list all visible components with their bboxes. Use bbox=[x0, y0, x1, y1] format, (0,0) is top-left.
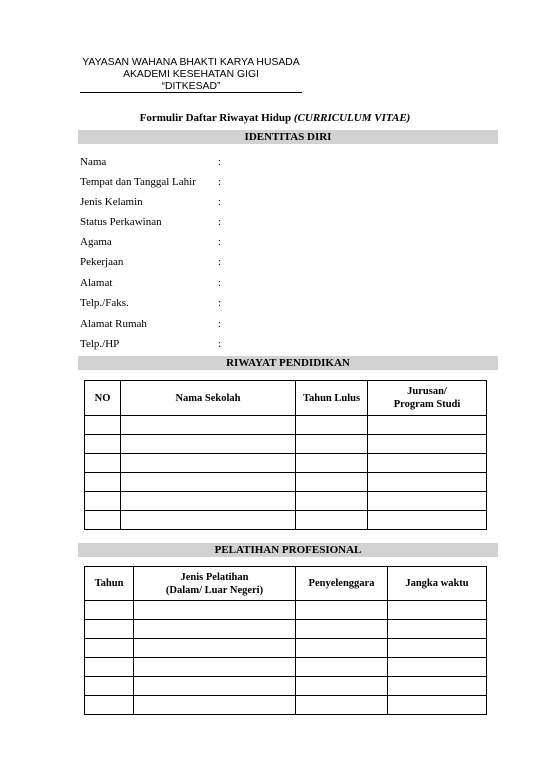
table-header-row bbox=[85, 567, 487, 601]
field-label-alamat: Alamat bbox=[80, 277, 113, 289]
table-cell[interactable] bbox=[85, 639, 134, 658]
table-cell[interactable] bbox=[368, 511, 487, 530]
table-cell[interactable] bbox=[85, 473, 121, 492]
table-cell[interactable] bbox=[121, 435, 296, 454]
table-cell[interactable] bbox=[368, 492, 487, 511]
field-colon: : bbox=[218, 297, 222, 309]
table-cell[interactable] bbox=[85, 435, 121, 454]
table-cell[interactable] bbox=[388, 620, 487, 639]
section-identitas-diri: IDENTITAS DIRI bbox=[78, 130, 498, 144]
column-header-jenis-pelatihan-line1: Jenis Pelatihan bbox=[180, 571, 249, 583]
column-header-tahun-lulus: Tahun Lulus bbox=[296, 381, 368, 416]
table-cell[interactable] bbox=[85, 696, 134, 715]
field-colon: : bbox=[218, 196, 222, 208]
table-cell[interactable] bbox=[85, 416, 121, 435]
table-cell[interactable] bbox=[85, 677, 134, 696]
table-cell[interactable] bbox=[296, 677, 388, 696]
field-colon: : bbox=[218, 277, 222, 289]
column-header-jurusan-line2: Program Studi bbox=[393, 399, 461, 410]
table-row bbox=[85, 620, 487, 639]
form-title-italic: (CURRICULUM VITAE) bbox=[293, 112, 411, 124]
table-row bbox=[85, 658, 487, 677]
table-header-row bbox=[85, 381, 487, 416]
table-cell[interactable] bbox=[368, 473, 487, 492]
table-cell[interactable] bbox=[85, 658, 134, 677]
form-title bbox=[0, 112, 550, 124]
table-cell[interactable] bbox=[368, 454, 487, 473]
table-row bbox=[85, 639, 487, 658]
column-header-penyelenggara: Penyelenggara bbox=[296, 567, 388, 601]
field-colon: : bbox=[218, 318, 222, 330]
field-label-jenis-kelamin: Jenis Kelamin bbox=[80, 196, 143, 208]
column-header-jangka-waktu: Jangka waktu bbox=[388, 567, 487, 601]
table-cell[interactable] bbox=[134, 601, 296, 620]
institution-abbrev: “DITKESAD” bbox=[161, 81, 221, 92]
table-cell[interactable] bbox=[296, 511, 368, 530]
table-row bbox=[85, 696, 487, 715]
table-row bbox=[85, 454, 487, 473]
table-cell[interactable] bbox=[296, 473, 368, 492]
table-cell[interactable] bbox=[388, 658, 487, 677]
table-cell[interactable] bbox=[296, 696, 388, 715]
column-header-jenis-pelatihan bbox=[134, 567, 296, 601]
training-table bbox=[84, 566, 487, 715]
field-label-status-perkawinan: Status Perkawinan bbox=[80, 216, 162, 228]
table-row bbox=[85, 601, 487, 620]
table-cell[interactable] bbox=[296, 658, 388, 677]
table-cell[interactable] bbox=[296, 639, 388, 658]
table-cell[interactable] bbox=[121, 511, 296, 530]
table-cell[interactable] bbox=[296, 620, 388, 639]
column-header-nama-sekolah: Nama Sekolah bbox=[121, 381, 296, 416]
table-cell[interactable] bbox=[134, 620, 296, 639]
table-cell[interactable] bbox=[296, 601, 388, 620]
header-divider bbox=[80, 92, 302, 93]
field-colon: : bbox=[218, 338, 222, 350]
column-header-jurusan-line1: Jurusan/ bbox=[407, 386, 447, 397]
table-row bbox=[85, 677, 487, 696]
column-header-tahun: Tahun bbox=[85, 567, 134, 601]
column-header-jenis-pelatihan-line2: (Dalam/ Luar Negeri) bbox=[165, 584, 264, 596]
table-cell[interactable] bbox=[368, 435, 487, 454]
field-colon: : bbox=[218, 256, 222, 268]
table-cell[interactable] bbox=[388, 601, 487, 620]
table-cell[interactable] bbox=[388, 677, 487, 696]
field-label-alamat-rumah: Alamat Rumah bbox=[80, 318, 147, 330]
field-colon: : bbox=[218, 176, 222, 188]
table-cell[interactable] bbox=[134, 658, 296, 677]
institution-header bbox=[80, 57, 302, 93]
table-cell[interactable] bbox=[134, 677, 296, 696]
field-label-nama: Nama bbox=[80, 156, 107, 168]
table-cell[interactable] bbox=[121, 473, 296, 492]
table-cell[interactable] bbox=[85, 601, 134, 620]
table-row bbox=[85, 416, 487, 435]
table-cell[interactable] bbox=[121, 454, 296, 473]
table-cell[interactable] bbox=[121, 416, 296, 435]
section-pelatihan-profesional: PELATIHAN PROFESIONAL bbox=[78, 543, 498, 557]
academy-name: AKADEMI KESEHATAN GIGI bbox=[123, 69, 259, 80]
table-cell[interactable] bbox=[121, 492, 296, 511]
table-cell[interactable] bbox=[368, 416, 487, 435]
table-cell[interactable] bbox=[85, 454, 121, 473]
field-label-pekerjaan: Pekerjaan bbox=[80, 256, 124, 268]
table-cell[interactable] bbox=[296, 454, 368, 473]
field-label-tempat-tanggal-lahir: Tempat dan Tanggal Lahir bbox=[80, 176, 196, 188]
table-cell[interactable] bbox=[296, 492, 368, 511]
field-colon: : bbox=[218, 216, 222, 228]
column-header-no: NO bbox=[85, 381, 121, 416]
column-header-jurusan bbox=[368, 381, 487, 416]
table-cell[interactable] bbox=[134, 639, 296, 658]
table-cell[interactable] bbox=[134, 696, 296, 715]
table-cell[interactable] bbox=[85, 620, 134, 639]
table-cell[interactable] bbox=[388, 639, 487, 658]
table-cell[interactable] bbox=[85, 511, 121, 530]
table-row bbox=[85, 473, 487, 492]
form-title-main: Formulir Daftar Riwayat Hidup bbox=[139, 112, 294, 124]
table-row bbox=[85, 492, 487, 511]
table-row bbox=[85, 435, 487, 454]
table-cell[interactable] bbox=[296, 435, 368, 454]
field-colon: : bbox=[218, 236, 222, 248]
field-colon: : bbox=[218, 156, 222, 168]
field-label-telp-hp: Telp./HP bbox=[80, 338, 120, 350]
table-cell[interactable] bbox=[296, 416, 368, 435]
table-row bbox=[85, 511, 487, 530]
table-cell[interactable] bbox=[85, 492, 121, 511]
field-label-agama: Agama bbox=[80, 236, 112, 248]
table-cell[interactable] bbox=[388, 696, 487, 715]
education-table bbox=[84, 380, 487, 530]
section-riwayat-pendidikan: RIWAYAT PENDIDIKAN bbox=[78, 356, 498, 370]
foundation-name: YAYASAN WAHANA BHAKTI KARYA HUSADA bbox=[82, 57, 300, 68]
field-label-telp-faks: Telp./Faks. bbox=[80, 297, 129, 309]
